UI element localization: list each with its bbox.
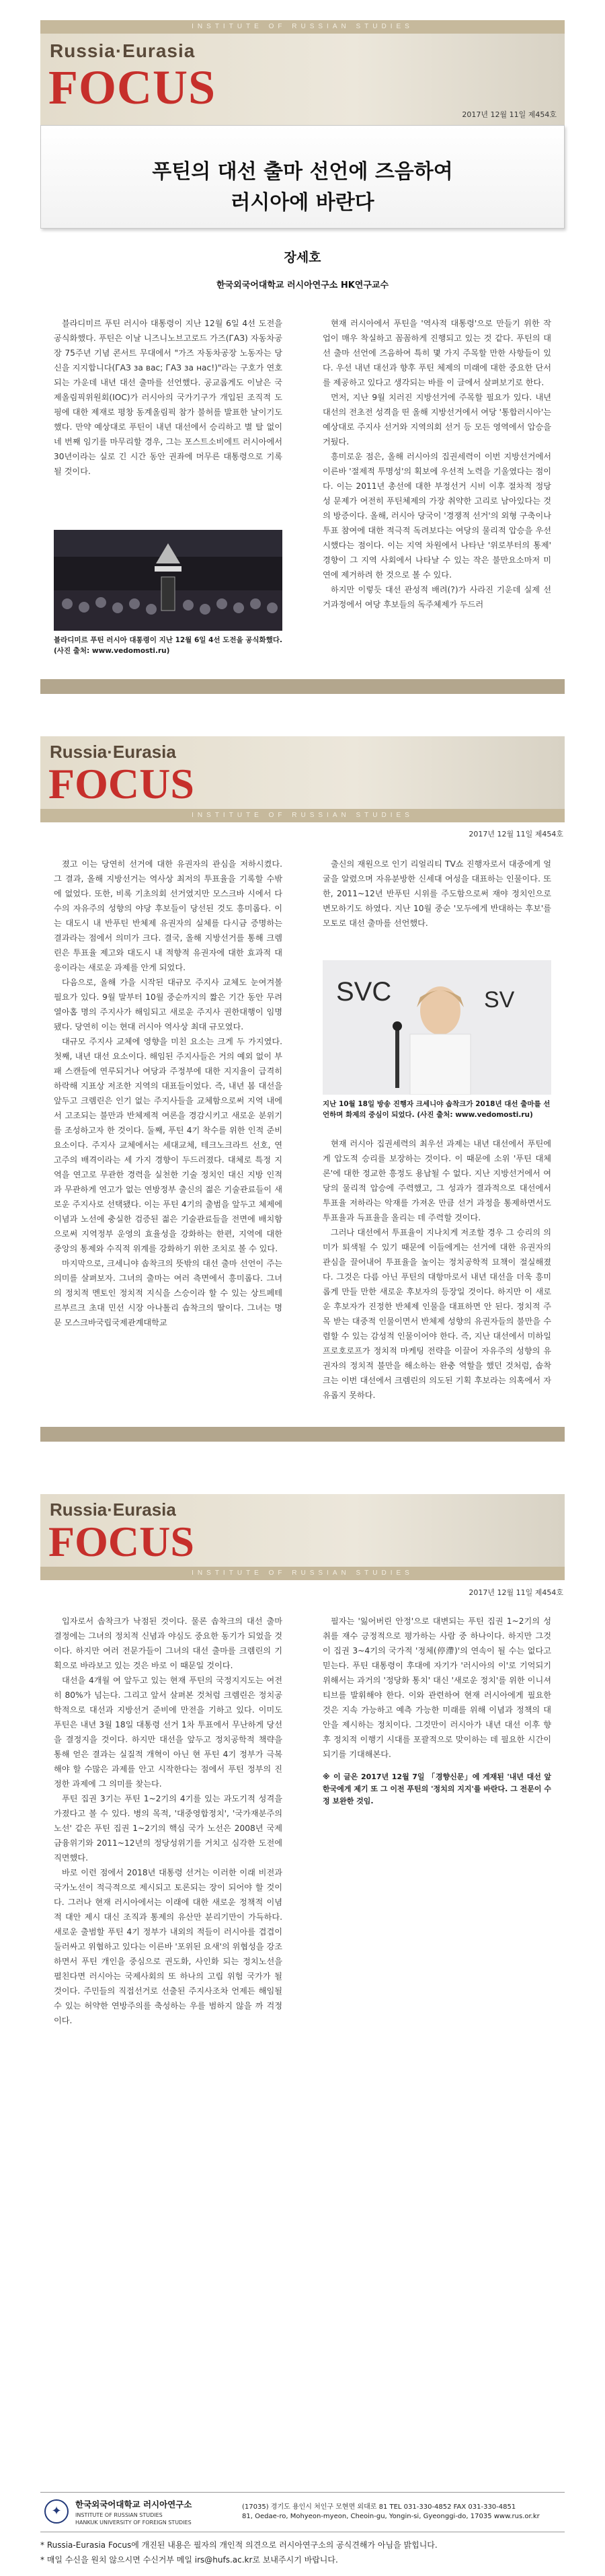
- footnote-unsubscribe: * 매일 수신을 원치 않으시면 수신거부 메일 irs@hufs.ac.kr로 보내주시기 바랍니다.: [40, 2555, 338, 2565]
- masthead: [40, 20, 565, 126]
- masthead-brand: Russia·Eurasia: [50, 40, 196, 61]
- author-name: 장세호: [284, 250, 321, 265]
- org-subtitle: [75, 2511, 192, 2526]
- page2-right-bottom-column: [323, 1136, 551, 1403]
- masthead-band: INSTITUTE OF RUSSIAN STUDIES: [40, 20, 565, 34]
- paragraph: 필자는 '잃어버린 안정'으로 대변되는 푸틴 집권 1~2기의 성취를 재수 긍정적으로 평가하는 사람 중 하나이다. 하지만 그것이 집권 3~4기의 국가적 '정체(停滯)'의 연속이 될 수는 없다고 믿는다. 푸틴 대통령이 후대에 자기가 '러시아의 이'로 기억되기 위해서는 과거의 '정당화 통치' 대신 '새로운 정치'를 위한 이니셔티브를 발휘해야 한다. 이와 관련하여 현재 러시아에게 필요한 것은 지속 가능하고 예측 가능한 미래를 위해 이념과 정책의 대안을 제시하는 정치이다. 그것만이 러시아가 내년 대선 이후 향후 정치적 이행기 시대를 포괄적으로 맞이하는 데 필요한 시간이 되기를 기대해본다.: [323, 1616, 551, 1759]
- page-divider: [40, 1427, 565, 1442]
- paragraph: 현재 러시아 집권세력의 최우선 과제는 내년 대선에서 푸틴에게 압도적 승리를 보장하는 것이다. 이 때문에 소위 '푸틴 대체론'에 대한 정교한 흥정도 용납될 수 없다. 지난 지방선거에서 여당의 물리적 압승에 주력했고, 그 성과가 결과적으로 대선에서 투표율 저하라는 악재를 가져온 만큼 선거 과정을 통제하면서도 투표율과 득표율을 올리는 데 주력할 것이다.: [323, 1139, 551, 1222]
- page3-right-column: [323, 1614, 551, 1807]
- photo-putin-concert: [54, 530, 282, 631]
- org-sub-line-2: HANKUK UNIVERSITY OF FOREIGN STUDIES: [75, 2520, 192, 2526]
- masthead-focus: FOCUS: [48, 61, 216, 114]
- issue-date: 2017년 12월 11일 제454호: [469, 1588, 563, 1597]
- photo-caption: 지난 10월 18일 방송 진행자 크세니야 솝착크가 2018년 대선 출마를 선언하며 화제의 중심이 되었다. (사진 출처: www.vedomosti.ru): [323, 1100, 551, 1119]
- paragraph: 바로 이런 점에서 2018년 대통령 선거는 이러한 이래 비전과 국가노선이 적극적으로 제시되고 토론되는 장이 되어야 할 것이다. 그러나 현재 러시아에서는 이래에 대한 새로운 정책적 이념적 대안 제시 대신 조직과 통제의 유산만 분리기만이 가득하다. 새로운 출범할 푸틴 4기 정부가 내외의 적들이 러시아를 겹겹이 둘러싸고 위협하고 있다는 이른바 '포위된 요새'의 위협성을 강조하면서 푸틴 개인을 중심으로 권도화, 사인화 되는 정치노선을 펼친다면 러시아는 국제사회의 또 하나의 고립 위험 국가가 될 것이다. 주민들의 직접선거로 선출된 주지사조차 언제든 해임될 수 있는 허약한 연방주의를 축성하는 우를 범하지 않을 까 걱정이다.: [54, 1868, 282, 2025]
- institute-logo-icon: ✦: [44, 2499, 69, 2524]
- page2-left-column: [54, 857, 282, 1330]
- title-line-1: 푸틴의 대선 출마 선언에 즈음하여: [152, 160, 453, 184]
- page1-right-column: [323, 316, 551, 612]
- address-korean: (17035) 경기도 용인시 처인구 모현면 외대로 81 TEL 031-330-4852 FAX 031-330-4851: [242, 2503, 516, 2511]
- masthead-page3: [40, 1494, 565, 1580]
- masthead-focus: FOCUS: [48, 760, 194, 808]
- masthead-band: INSTITUTE OF RUSSIAN STUDIES: [40, 809, 565, 822]
- editor-note: ※ 이 글은 2017년 12월 7일 「경향신문」에 게재된 '내년 대선 앞 한국에게 제기 또 그 이전 푸틴의 '정치의 지지'를 바란다. 그 전문이 수정 보완한 것임.: [323, 1772, 551, 1805]
- photo-caption: 블라디미르 푸틴 러시아 대통령이 지난 12월 6일 4선 도전을 공식화했다. (사진 출처: www.vedomosti.ru): [54, 636, 282, 655]
- paragraph: 현재 러시아에서 푸틴을 '역사적 대통령'으로 만들기 위한 작업이 매우 착실하고 꼼꼼하게 진행되고 있는 것 같다. 푸틴의 대선 출마 선언에 즈음하여 특히 몇 가지 주목할 만한 사항들이 있다. 우선 내년 대선과 향후 푸틴 체제의 미래에 대한 중요한 단서를 제공하고 있다고 생각되는 바를 이 글에서 살펴보기로 한다.: [323, 319, 551, 387]
- paragraph: 푸틴 집권 3기는 푸틴 1~2기의 4기를 있는 과도기적 성격을 가졌다고 볼 수 있다. 병의 목적, '대중영합정치', '국가재분주의 노선' 같은 푸틴 집권 1~2기의 핵심 국가 노선은 2008년 국제금융위기와 2011~12년의 정당성위기를 거치고 심각한 도전에 직면했다.: [54, 1794, 282, 1863]
- title-box: [40, 125, 565, 229]
- org-sub-line-1: INSTITUTE OF RUSSIAN STUDIES: [75, 2512, 163, 2518]
- paragraph: 하지만 이렇듯 대선 관성적 배려(?)가 사라진 기운데 실제 선거과정에서 여당 후보들의 독주체제가 두드러: [323, 585, 551, 609]
- paragraph: 출신의 재원으로 인기 리얼리티 TV쇼 진행자로서 대중에게 얼굴을 알렸으며 자유분방한 신세대 여성을 대표하는 인물이다. 또한, 2011~12년 반푸틴 시위를 주도함으로써 재야 정치인으로 변모하기도 하였다. 지난 10월 중순 '모두에게 반대하는 후보'를 모토로 대선 출마를 선언했다.: [323, 859, 551, 928]
- paragraph: 흥미로운 점은, 올해 러시아의 집권세력이 이번 지방선거에서 이른바 '절제적 투명성'의 획보에 우선적 노력을 기울였다는 점이다. 이는 2011년 총선에 대한 부정선거 시비 이후 절차적 정당성 문제가 여전히 푸틴체제의 가장 취약한 고리로 남아있다는 것의 방증이다. 올해, 러시아 당국이 '경쟁적 선거'의 외형 구축이나 투표 참여에 대한 적극적 독려보다는 여당의 물리적 압승을 우선시했다는 점이다. 이는 지역 차원에서 나타난 '위로부터의 통제' 경향이 그 지역 사회에서 나타날 수 있는 작은 불만요소마저 미연에 제거하려 한 것으로 볼 수 있다.: [323, 452, 551, 580]
- address-english: 81, Oedae-ro, Mohyeon-myeon, Cheoin-gu, Yongin-si, Gyeonggi-do, 17035 www.rus.or.kr: [242, 2513, 540, 2520]
- paragraph: 대규모 주지사 교체에 영향을 미친 요소는 크게 두 가지였다. 첫째, 내년 대선 요소이다. 해임된 주지사들은 거의 예외 없이 부패 스캔들에 연루되거나 여당과 주정부에 대한 지지율이 급격히 하락해 지표상 저조한 지역의 대표들이었다. 즉, 내년 봄 대선을 앞두고 크렘린은 인기 없는 주지사들을 교체함으로써 지역 내에서 고조되는 불만과 반체제적 여론을 경감시키고 새로운 분위기를 조성하고자 한 것이다. 둘째, 푸틴 4기 착수를 위한 인적 준비 요소이다. 주지사 교체에서는 세대교체, 테크노크라트 선호, 연고주의 배격이라는 세 가지 경향이 두드러졌다. 대체로 특정 지역을 연고로 무관한 경력을 실천한 기술 정치인 대신 지방 인적과 무관하게 연고가 없는 연방정부 출신의 젊은 기술관료들이 새로운 주지사로 선택됐다. 이는 푸틴 4기의 출범을 앞두고 체제에 이념과 노선에 충실한 검증된 젊은 기술관료들을 전면에 배치함으로써 지역정부 운영의 효율성을 강화하는 한편, 지역에 대한 중앙의 통제와 수직적 위계를 강화하기 위한 조치로 볼 수 있다.: [54, 1037, 282, 1253]
- masthead-page2: [40, 736, 565, 822]
- paragraph: 블라디미르 푸틴 러시아 대통령이 지난 12월 6일 4선 도전을 공식화했다. 푸틴은 이날 니즈니노브고로드 가즈(ГАЗ) 자동차공장 75주년 기념 콘서트 무대에서 "가즈 자동차공장 노동자는 당신을 지지합니다(ГАЗ за вас; ГАЗ за нас!)"라는 구호가 연호되는 가운데 내년 대선 출마를 선언했다. 공교롭게도 이날은 국제올림픽위원회(IOC)가 러시아의 국가기구가 개입된 조직적 도핑에 대한 제재로 평창 동계올림픽 참가 불허를 발표한 날이기도 했다. 만약 예상대로 푸틴이 내년 대선에서 승리하고 별 탈 없이 네 번째 임기를 마무리할 경우, 그는 포스트소비에트 러시아에서 30년이라는 실로 긴 시간 동안 권좌에 머무른 대통령으로 기록될 것이다.: [54, 319, 282, 476]
- paragraph: 대선을 4개월 여 앞두고 있는 현재 푸틴의 국정지지도는 여전히 80%가 넘는다. 그리고 앞서 살펴본 것처럼 크렘린은 정치공학적으로 대선과 지방선거 준비에 만전을 기하고 있다. 이미도 푸틴은 내년 3월 18일 대통령 선거 1차 투표에서 무난하게 당선을 결정지을 것이다. 하지만 대선을 앞두고 정치공학적 책략을 통해 얻은 결과는 실질적 개혁이 아닌 현 푸틴 4기 정부가 극복해야 할 수많은 과제를 안고 시작한다는 점에서 푸틴 정부의 진정한 과제에 그 의미를 찾는다.: [54, 1676, 282, 1789]
- paragraph: 입자로서 솝착크가 낙점된 것이다. 물론 솝착크의 대선 출마 결정에는 그녀의 정치적 신념과 야심도 중요한 동기가 되었을 것이다. 하지만 여러 전문가들이 그녀의 대선 출마를 크렘린의 기획으로 바라보고 있는 것은 바로 이 때문일 것이다.: [54, 1616, 282, 1670]
- masthead-focus: FOCUS: [48, 1518, 194, 1565]
- footnote-disclaimer: * Russia-Eurasia Focus에 개진된 내용은 필자의 개인적 의견으로 러시아연구소의 공식견해가 아님을 밝힙니다.: [40, 2540, 438, 2550]
- masthead-brand: Russia·Eurasia: [50, 742, 176, 762]
- paragraph: 먼저, 지난 9월 치러진 지방선거에 주목할 필요가 있다. 내년 대선의 전초전 성격을 띤 올해 지방선거에서 여당 '통합러시아'는 예상대로 주지사 선거와 지역의회 선거 등 모든 영역에서 압승을 거뒀다.: [323, 393, 551, 446]
- paragraph: 다음으로, 올해 가을 시작된 대규모 주지사 교체도 눈여겨볼 필요가 있다. 9월 말부터 10월 중순까지의 짧은 기간 동안 무려 열아홉 명의 주지사가 해임되고 새로운 주지사 권한대행이 임명됐다. 당연히 이는 현대 러시아 역사상 최대 규모였다.: [54, 978, 282, 1031]
- page-divider: [40, 679, 565, 694]
- svg-text:SVC: SVC: [336, 977, 392, 1007]
- svg-text:SV: SV: [484, 987, 515, 1013]
- photo-sobchak: [323, 960, 551, 1095]
- issue-date: 2017년 12월 11일 제454호: [469, 830, 563, 838]
- footer: [40, 2492, 565, 2532]
- masthead-brand: Russia·Eurasia: [50, 1499, 176, 1520]
- author-block: [0, 247, 605, 290]
- masthead-band: INSTITUTE OF RUSSIAN STUDIES: [40, 1567, 565, 1580]
- issue-date: 2017년 12월 11일 제454호: [462, 110, 557, 119]
- page2-right-top-column: [323, 857, 551, 931]
- paragraph: 졌고 이는 당연히 선거에 대한 유권자의 관심을 저하시켰다. 그 결과, 올해 지방선거는 역사상 최저의 투표율을 기록할 수밖에 없었다. 또한, 비록 기초의회 선거였지만 모스크바 시에서 다수의 자유주의 성향의 야당 후보들이 당선된 것도 흥미롭다. 이는 대도시 내 반푸틴 반체제 유권자의 실체를 다시금 증명하는 결과라는 점에서 의미가 크다. 결국, 올해 지방선거를 통해 크렘린은 투표율 제고와 대도시 내 적향적 유권자에 대한 효과적 대응이라는 새로운 과제를 안게 되었다.: [54, 859, 282, 972]
- org-name: 한국외국어대학교 러시아연구소: [75, 2499, 192, 2509]
- page1-left-column: [54, 316, 282, 479]
- author-affiliation: 한국외국어대학교 러시아연구소 HK연구교수: [216, 280, 389, 290]
- paragraph: 마지막으로, 크세니야 솝착크의 뜻밖의 대선 출마 선언이 주는 의미를 살펴보자. 그녀의 출마는 여러 측면에서 흥미롭다. 그녀의 정치적 멘토인 정치적 지식을 스승이라 할 수 있는 상트페테르부르크 초대 민선 시장 아나톨리 솝착크의 딸이다. 그녀는 명문 모스크바국립국제관계대학교: [54, 1259, 282, 1327]
- paragraph: 그러나 대선에서 투표율이 지나치게 저조할 경우 그 승리의 의미가 퇴색될 수 있기 때문에 이들에게는 선거에 대한 유권자의 관심을 끌어내어 투표율을 높이는 정치공학적 묘책이 절실해졌다. 그것은 다름 아닌 푸틴의 대항마로서 내년 대선을 더욱 흥미롭게 만들 만한 새로운 후보자의 등장일 것이다. 하지만 이 새로운 후보자가 진정한 반체제 인물을 대표하면 안 된다. 정치적 주목 받는 대중적 인물이면서 반체제 성향의 유권자들의 불만을 수렴할 수 있는 감성적 인물이어야 한다. 즉, 지난 대선에서 미하일 프로호로프가 정치적 마케팅 전략을 이끌어 자유주의 성향의 유권자의 정치적 불만을 해소하는 완충 역할을 했던 것처럼, 솝착크는 이번 대선에서 크렘린의 의도된 기획 후보라는 의혹에서 자유롭지 못하다.: [323, 1228, 551, 1400]
- title-line-2: 러시아에 바란다: [231, 191, 374, 214]
- page3-left-column: [54, 1614, 282, 2028]
